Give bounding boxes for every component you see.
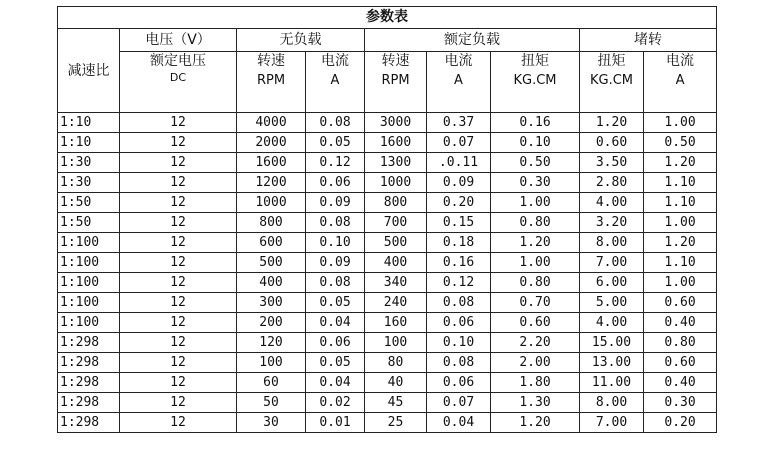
voltage-cell: 12	[120, 113, 237, 133]
rl-speed-cell: 340	[365, 273, 427, 293]
header-nl-speed-unit: RPM	[256, 73, 286, 88]
table-row	[58, 373, 717, 393]
voltage-cell: 12	[120, 173, 237, 193]
st-current-cell: 1.10	[644, 253, 717, 273]
rl-torque-cell: 0.30	[491, 173, 580, 193]
header-rl-current-unit: A	[454, 73, 463, 88]
rl-speed-cell: 1000	[365, 173, 427, 193]
nl-current-cell: 0.05	[306, 133, 365, 153]
ratio-cell: 1:100	[58, 313, 120, 333]
header-nl-current-label: 电流	[321, 53, 349, 69]
header-nl-current-unit: A	[330, 73, 340, 88]
rl-torque-cell: 2.20	[491, 333, 580, 353]
table-row	[58, 233, 717, 253]
nl-current-cell: 0.06	[306, 333, 365, 353]
st-torque-cell: 3.20	[580, 213, 644, 233]
ratio-cell: 1:298	[58, 373, 120, 393]
ratio-cell: 1:298	[58, 393, 120, 413]
rl-current-cell: .0.11	[427, 153, 491, 173]
rl-torque-cell: 1.00	[491, 193, 580, 213]
rl-speed-cell: 500	[365, 233, 427, 253]
table-row	[58, 333, 717, 353]
rl-current-cell: 0.09	[427, 173, 491, 193]
nl-current-cell: 0.04	[306, 373, 365, 393]
st-torque-cell: 4.00	[580, 313, 644, 333]
st-torque-cell: 11.00	[580, 373, 644, 393]
table-row	[58, 213, 717, 233]
st-torque-cell: 8.00	[580, 233, 644, 253]
rl-speed-cell: 160	[365, 313, 427, 333]
ratio-cell: 1:298	[58, 353, 120, 373]
rl-speed-cell: 45	[365, 393, 427, 413]
nl-speed-cell: 100	[237, 353, 306, 373]
nl-current-cell: 0.05	[306, 293, 365, 313]
rl-torque-cell: 2.00	[491, 353, 580, 373]
nl-speed-cell: 400	[237, 273, 306, 293]
header-rl-speed-label: 转速	[381, 53, 410, 69]
header-nl-speed	[237, 52, 306, 113]
rl-torque-cell: 1.80	[491, 373, 580, 393]
st-current-cell: 1.00	[644, 113, 717, 133]
nl-current-cell: 0.10	[306, 233, 365, 253]
nl-current-cell: 0.06	[306, 173, 365, 193]
header-st-current	[644, 52, 717, 113]
header-nl-speed-label: 转速	[257, 53, 285, 69]
rl-speed-cell: 25	[365, 413, 427, 433]
header-rl-torque-label: 扭矩	[521, 53, 549, 69]
rl-current-cell: 0.16	[427, 253, 491, 273]
st-torque-cell: 5.00	[580, 293, 644, 313]
voltage-cell: 12	[120, 193, 237, 213]
rl-torque-cell: 0.50	[491, 153, 580, 173]
table-row	[58, 253, 717, 273]
table-row	[58, 193, 717, 213]
nl-speed-cell: 200	[237, 313, 306, 333]
nl-current-cell: 0.01	[306, 413, 365, 433]
table-title: 参数表	[58, 7, 717, 29]
st-current-cell: 0.40	[644, 373, 717, 393]
rl-speed-cell: 800	[365, 193, 427, 213]
st-torque-cell: 15.00	[580, 333, 644, 353]
header-nl-current	[306, 52, 365, 113]
nl-speed-cell: 300	[237, 293, 306, 313]
nl-speed-cell: 1600	[237, 153, 306, 173]
rl-current-cell: 0.37	[427, 113, 491, 133]
voltage-cell: 12	[120, 273, 237, 293]
st-torque-cell: 8.00	[580, 393, 644, 413]
table-body	[58, 113, 717, 433]
st-torque-cell: 4.00	[580, 193, 644, 213]
rl-torque-cell: 0.60	[491, 313, 580, 333]
rl-speed-cell: 400	[365, 253, 427, 273]
rl-speed-cell: 40	[365, 373, 427, 393]
nl-current-cell: 0.04	[306, 313, 365, 333]
nl-speed-cell: 30	[237, 413, 306, 433]
header-st-torque-unit: KG.CM	[589, 73, 634, 88]
rl-torque-cell: 1.00	[491, 253, 580, 273]
rl-torque-cell: 1.20	[491, 233, 580, 253]
ratio-cell: 1:100	[58, 253, 120, 273]
voltage-cell: 12	[120, 313, 237, 333]
st-current-cell: 1.10	[644, 193, 717, 213]
st-current-cell: 0.30	[644, 393, 717, 413]
table-row	[58, 133, 717, 153]
voltage-cell: 12	[120, 133, 237, 153]
nl-speed-cell: 800	[237, 213, 306, 233]
ratio-cell: 1:30	[58, 173, 120, 193]
voltage-cell: 12	[120, 413, 237, 433]
table-row	[58, 353, 717, 373]
rl-torque-cell: 0.80	[491, 273, 580, 293]
ratio-cell: 1:10	[58, 133, 120, 153]
rl-speed-cell: 80	[365, 353, 427, 373]
rl-speed-cell: 240	[365, 293, 427, 313]
rl-speed-cell: 1600	[365, 133, 427, 153]
nl-current-cell: 0.09	[306, 193, 365, 213]
header-no-load: 无负载	[237, 29, 365, 52]
table-row	[58, 413, 717, 433]
st-torque-cell: 1.20	[580, 113, 644, 133]
parameter-table	[57, 6, 717, 433]
voltage-cell: 12	[120, 233, 237, 253]
rl-torque-cell: 0.70	[491, 293, 580, 313]
nl-speed-cell: 4000	[237, 113, 306, 133]
ratio-cell: 1:10	[58, 113, 120, 133]
nl-speed-cell: 1000	[237, 193, 306, 213]
rl-current-cell: 0.07	[427, 393, 491, 413]
st-current-cell: 0.60	[644, 293, 717, 313]
header-ratio: 减速比	[58, 29, 120, 113]
nl-speed-cell: 60	[237, 373, 306, 393]
header-rl-current	[427, 52, 491, 113]
nl-current-cell: 0.05	[306, 353, 365, 373]
st-current-cell: 1.20	[644, 153, 717, 173]
header-st-current-label: 电流	[666, 53, 695, 69]
st-torque-cell: 2.80	[580, 173, 644, 193]
st-torque-cell: 3.50	[580, 153, 644, 173]
ratio-cell: 1:100	[58, 233, 120, 253]
table-row	[58, 113, 717, 133]
ratio-cell: 1:30	[58, 153, 120, 173]
nl-current-cell: 0.08	[306, 213, 365, 233]
st-current-cell: 0.80	[644, 333, 717, 353]
header-st-torque	[580, 52, 644, 113]
rl-current-cell: 0.20	[427, 193, 491, 213]
ratio-cell: 1:298	[58, 333, 120, 353]
ratio-cell: 1:298	[58, 413, 120, 433]
header-voltage-group: 电压（V）	[120, 29, 237, 52]
nl-speed-cell: 600	[237, 233, 306, 253]
st-torque-cell: 7.00	[580, 413, 644, 433]
table-row	[58, 153, 717, 173]
voltage-cell: 12	[120, 373, 237, 393]
table-row	[58, 393, 717, 413]
ratio-cell: 1:100	[58, 293, 120, 313]
voltage-cell: 12	[120, 353, 237, 373]
voltage-cell: 12	[120, 293, 237, 313]
header-stall: 堵转	[580, 29, 717, 52]
nl-speed-cell: 2000	[237, 133, 306, 153]
header-rated-voltage-label: 额定电压	[150, 53, 206, 69]
st-current-cell: 1.10	[644, 173, 717, 193]
rl-speed-cell: 3000	[365, 113, 427, 133]
st-current-cell: 1.00	[644, 273, 717, 293]
nl-current-cell: 0.02	[306, 393, 365, 413]
voltage-cell: 12	[120, 213, 237, 233]
st-torque-cell: 13.00	[580, 353, 644, 373]
rl-current-cell: 0.06	[427, 373, 491, 393]
rl-current-cell: 0.08	[427, 293, 491, 313]
header-rl-speed	[365, 52, 427, 113]
voltage-cell: 12	[120, 253, 237, 273]
header-rated-voltage	[120, 52, 237, 113]
rl-torque-cell: 1.20	[491, 413, 580, 433]
nl-speed-cell: 120	[237, 333, 306, 353]
header-rl-speed-unit: RPM	[381, 73, 410, 88]
ratio-cell: 1:100	[58, 273, 120, 293]
rl-speed-cell: 100	[365, 333, 427, 353]
nl-speed-cell: 1200	[237, 173, 306, 193]
header-rl-current-label: 电流	[444, 53, 473, 69]
rl-current-cell: 0.04	[427, 413, 491, 433]
voltage-cell: 12	[120, 153, 237, 173]
table-row	[58, 173, 717, 193]
header-rl-torque	[491, 52, 580, 113]
st-current-cell: 0.40	[644, 313, 717, 333]
table-row	[58, 313, 717, 333]
voltage-cell: 12	[120, 393, 237, 413]
rl-current-cell: 0.10	[427, 333, 491, 353]
voltage-cell: 12	[120, 333, 237, 353]
table-row	[58, 273, 717, 293]
rl-current-cell: 0.12	[427, 273, 491, 293]
nl-current-cell: 0.12	[306, 153, 365, 173]
header-st-torque-label: 扭矩	[597, 53, 626, 69]
nl-current-cell: 0.09	[306, 253, 365, 273]
rl-speed-cell: 1300	[365, 153, 427, 173]
rl-current-cell: 0.06	[427, 313, 491, 333]
rl-current-cell: 0.15	[427, 213, 491, 233]
rl-current-cell: 0.08	[427, 353, 491, 373]
header-st-current-unit: A	[675, 73, 685, 88]
header-rated-load: 额定负载	[365, 29, 580, 52]
rl-speed-cell: 700	[365, 213, 427, 233]
st-current-cell: 0.20	[644, 413, 717, 433]
st-torque-cell: 7.00	[580, 253, 644, 273]
rl-torque-cell: 0.80	[491, 213, 580, 233]
st-current-cell: 0.50	[644, 133, 717, 153]
rl-current-cell: 0.18	[427, 233, 491, 253]
st-torque-cell: 6.00	[580, 273, 644, 293]
nl-current-cell: 0.08	[306, 273, 365, 293]
header-rl-torque-unit: KG.CM	[513, 73, 557, 88]
table-row	[58, 293, 717, 313]
rl-torque-cell: 0.10	[491, 133, 580, 153]
st-current-cell: 1.00	[644, 213, 717, 233]
rl-current-cell: 0.07	[427, 133, 491, 153]
st-current-cell: 0.60	[644, 353, 717, 373]
nl-speed-cell: 50	[237, 393, 306, 413]
nl-speed-cell: 500	[237, 253, 306, 273]
nl-current-cell: 0.08	[306, 113, 365, 133]
rl-torque-cell: 1.30	[491, 393, 580, 413]
rl-torque-cell: 0.16	[491, 113, 580, 133]
st-torque-cell: 0.60	[580, 133, 644, 153]
st-current-cell: 1.20	[644, 233, 717, 253]
header-dc-unit: DC	[169, 71, 187, 84]
ratio-cell: 1:50	[58, 213, 120, 233]
ratio-cell: 1:50	[58, 193, 120, 213]
